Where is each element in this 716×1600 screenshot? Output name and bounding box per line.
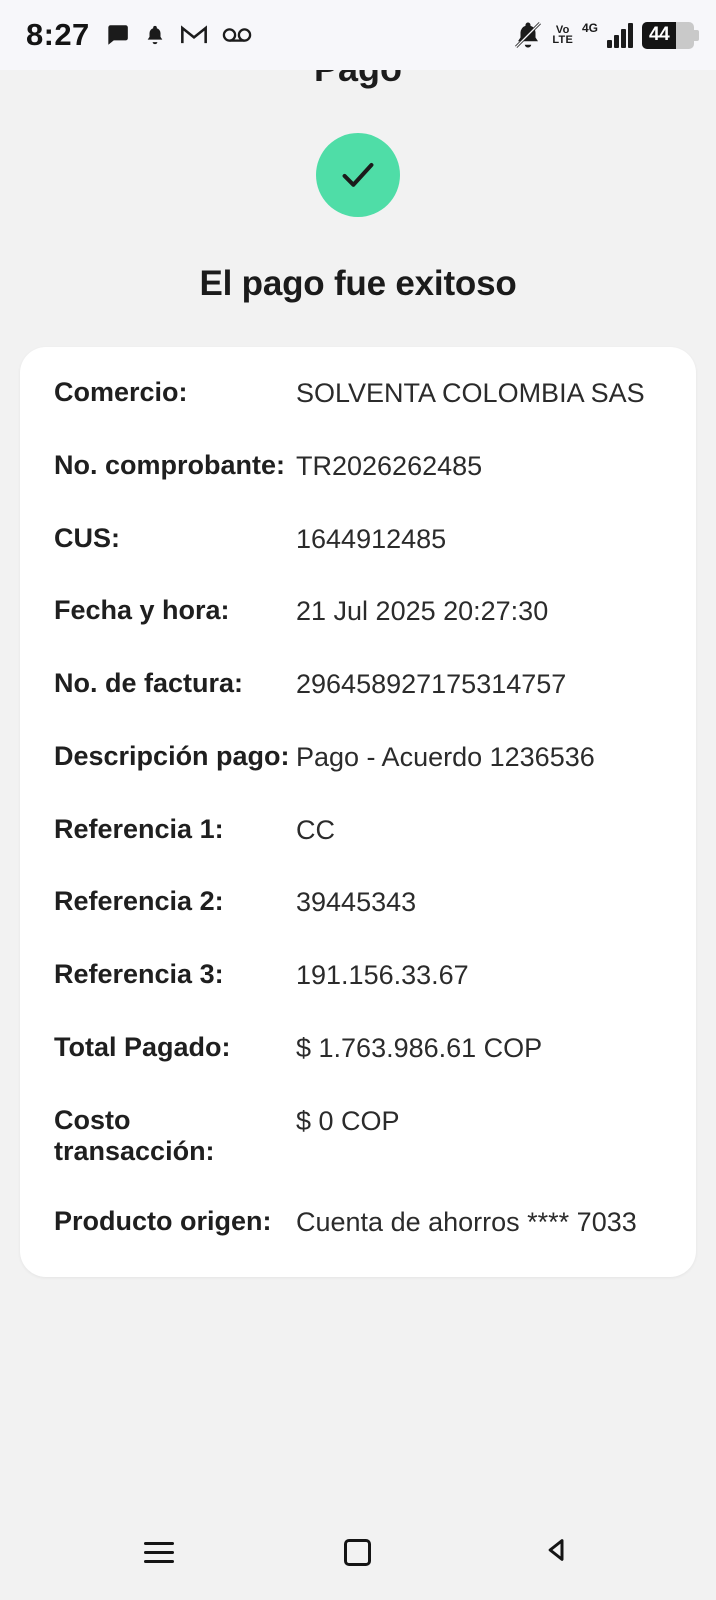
row-value: 21 Jul 2025 20:27:30 bbox=[296, 596, 549, 627]
chat-icon bbox=[104, 22, 130, 48]
check-circle-icon bbox=[316, 133, 400, 217]
row-value: $ 1.763.986.61 COP bbox=[296, 1032, 543, 1063]
recents-icon bbox=[144, 1542, 174, 1563]
row-value: Pago - Acuerdo 1236536 bbox=[296, 741, 595, 772]
table-row bbox=[54, 814, 662, 848]
row-label: Referencia 2: bbox=[54, 886, 224, 917]
row-value: 191.156.33.67 bbox=[296, 960, 469, 990]
home-button[interactable] bbox=[323, 1517, 393, 1587]
row-label: Referencia 1: bbox=[54, 813, 224, 844]
row-value: 1644912485 bbox=[296, 523, 447, 554]
bell-icon bbox=[144, 23, 166, 47]
home-icon bbox=[344, 1539, 371, 1566]
row-label: Producto origen: bbox=[54, 1205, 272, 1236]
volte-top-text: Vo bbox=[555, 24, 570, 36]
status-bar-left bbox=[26, 17, 252, 53]
table-row bbox=[54, 450, 662, 484]
row-label: Referencia 3: bbox=[54, 959, 224, 989]
row-value: CC bbox=[296, 814, 335, 845]
row-label: Total Pagado: bbox=[54, 1031, 231, 1062]
row-label: CUS: bbox=[54, 522, 120, 553]
volte-bottom-text: LTE bbox=[552, 34, 573, 46]
row-label: Costo transacción: bbox=[54, 1104, 215, 1166]
row-value: Cuenta de ahorros **** 7033 bbox=[296, 1206, 637, 1237]
status-bar-right bbox=[513, 20, 694, 50]
table-row bbox=[54, 1105, 662, 1167]
row-label: Fecha y hora: bbox=[54, 595, 230, 626]
table-row bbox=[54, 377, 662, 411]
table-row bbox=[54, 1032, 662, 1066]
row-label: Descripción pago: bbox=[54, 740, 290, 771]
table-row bbox=[54, 741, 662, 775]
battery-percent-label: 44 bbox=[649, 24, 670, 45]
table-row bbox=[54, 1206, 662, 1240]
battery-icon bbox=[642, 22, 694, 49]
row-label: No. de factura: bbox=[54, 668, 244, 698]
success-icon-wrap bbox=[20, 133, 696, 217]
system-navigation-bar bbox=[0, 1504, 716, 1600]
volte-icon bbox=[552, 25, 573, 45]
row-value: 39445343 bbox=[296, 887, 417, 918]
signal-bars-icon bbox=[607, 22, 633, 48]
notifications-silenced-icon bbox=[513, 20, 543, 50]
row-value: 296458927175314757 bbox=[296, 669, 567, 699]
back-icon bbox=[542, 1535, 572, 1570]
recents-button[interactable] bbox=[124, 1517, 194, 1587]
voicemail-icon bbox=[222, 25, 252, 45]
network-type-label: 4G bbox=[581, 21, 598, 35]
receipt-screen bbox=[0, 70, 716, 1504]
table-row bbox=[54, 595, 662, 629]
row-value: $ 0 COP bbox=[296, 1105, 400, 1136]
row-label: Comercio: bbox=[54, 377, 188, 407]
row-value: SOLVENTA COLOMBIA SAS bbox=[296, 378, 645, 408]
table-row bbox=[54, 523, 662, 557]
back-button[interactable] bbox=[522, 1517, 592, 1587]
row-label: No. comprobante: bbox=[54, 449, 286, 480]
gmail-icon bbox=[180, 24, 208, 46]
table-row bbox=[54, 668, 662, 702]
receipt-card bbox=[20, 347, 696, 1277]
table-row bbox=[54, 959, 662, 993]
row-value: TR2026262485 bbox=[296, 450, 483, 481]
table-row bbox=[54, 886, 662, 920]
status-bar bbox=[0, 0, 716, 70]
status-bar-clock: 8:27 bbox=[26, 17, 90, 52]
success-headline: El pago fue exitoso bbox=[199, 264, 517, 303]
